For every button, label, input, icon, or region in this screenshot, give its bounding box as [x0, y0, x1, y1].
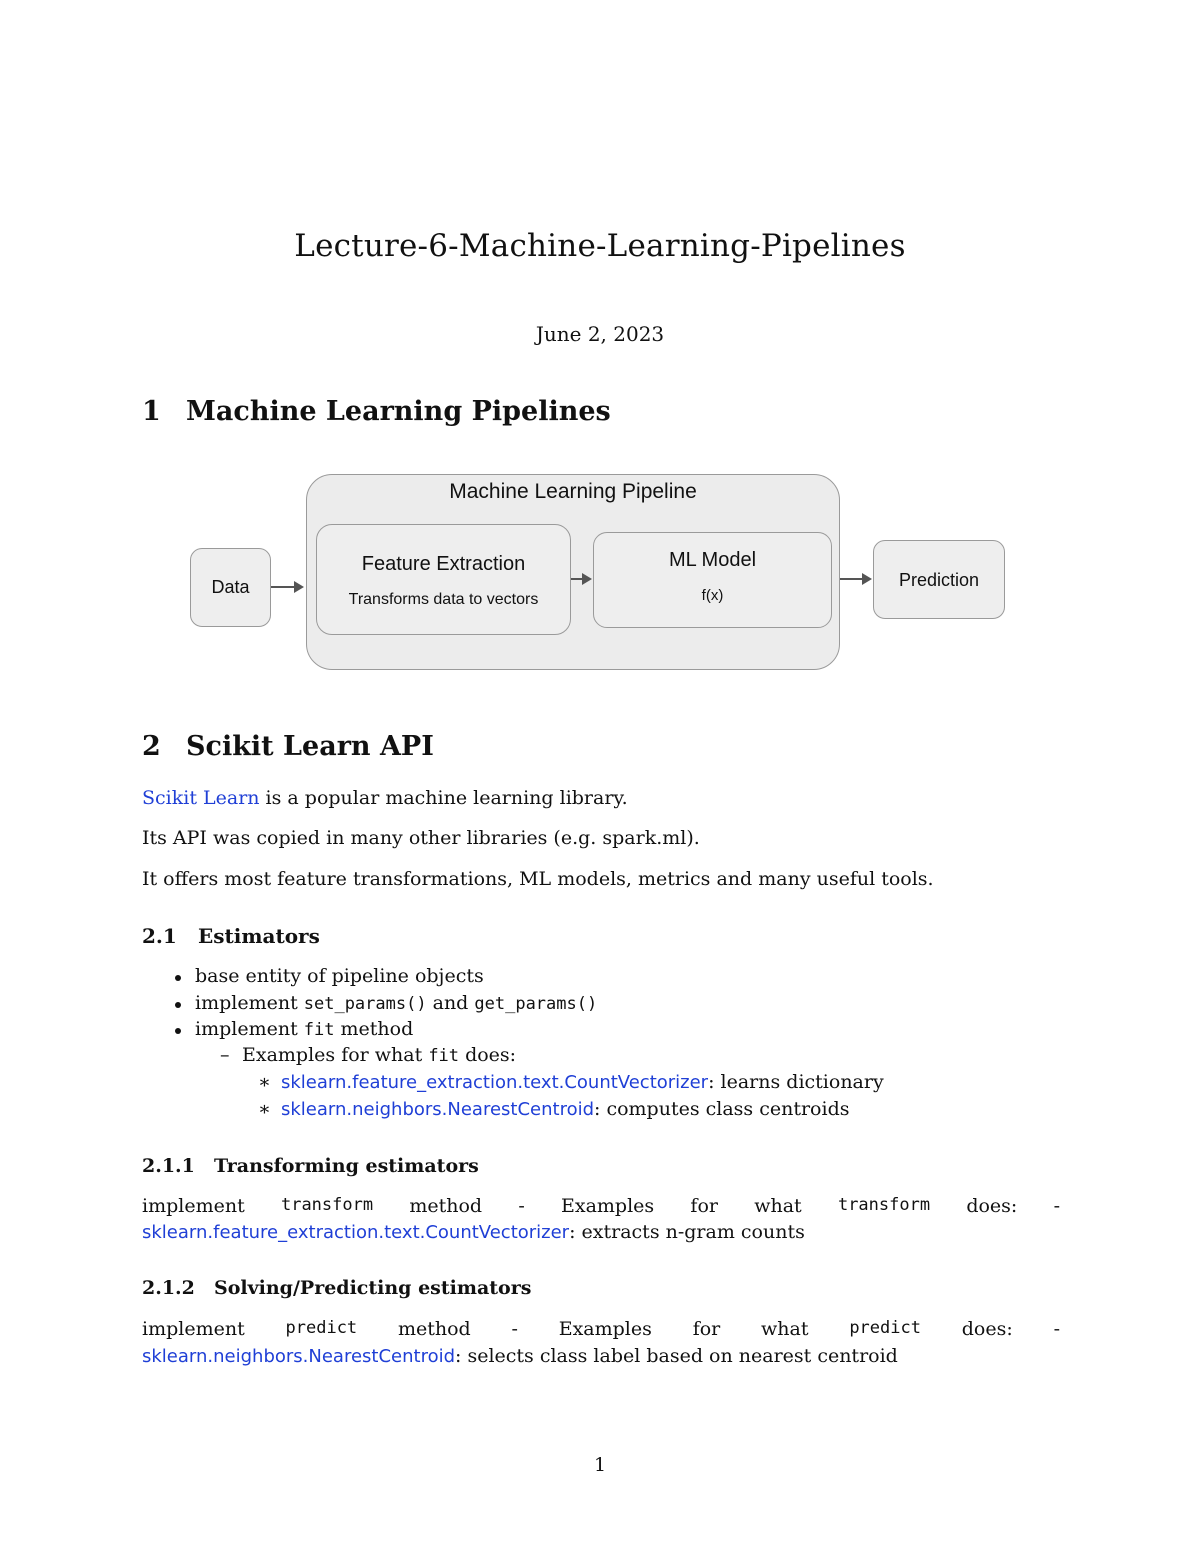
intro-text: is a popular machine learning library.	[259, 787, 628, 809]
bullet-icon	[175, 1028, 181, 1034]
tools-paragraph: It offers most feature transformations, ML models, metrics and many useful tools.	[142, 868, 934, 890]
word: -	[518, 1195, 525, 1217]
ml-model-node	[593, 532, 832, 628]
section-number: 2.1	[142, 924, 177, 948]
code-get-params: get_params()	[474, 994, 598, 1014]
section-2-1-2-heading	[142, 1277, 531, 1299]
data-node	[190, 548, 271, 627]
word: Examples	[558, 1318, 652, 1340]
sub-list-item	[220, 1044, 516, 1066]
page-number: 1	[593, 1454, 607, 1476]
document-date: June 2, 2023	[535, 322, 665, 346]
list-item-text: does:	[459, 1044, 517, 1066]
bullet-icon	[175, 975, 181, 981]
code-fit: fit	[303, 1020, 335, 1040]
word: what	[761, 1318, 809, 1340]
document-title: Lecture-6-Machine-Learning-Pipelines	[294, 228, 906, 264]
list-item-text: implement	[195, 992, 304, 1014]
list-item-text: implement	[195, 1018, 304, 1040]
section-number: 2.1.2	[142, 1277, 195, 1299]
section-number: 2	[142, 731, 161, 762]
word: does:	[961, 1318, 1013, 1340]
word: implement	[142, 1318, 245, 1340]
feature-extraction-node	[316, 524, 571, 635]
section-1-heading	[142, 396, 611, 427]
code-fit: fit	[428, 1046, 460, 1066]
list-item-text: : learns dictionary	[708, 1071, 884, 1093]
section-title: Transforming estimators	[214, 1155, 479, 1177]
nearest-centroid-link[interactable]: sklearn.neighbors.NearestCentroid	[281, 1099, 595, 1120]
code-set-params: set_params()	[303, 994, 427, 1014]
star-bullet: ∗	[258, 1098, 271, 1120]
code-transform: transform	[837, 1195, 931, 1215]
code-transform: transform	[280, 1195, 374, 1215]
section-2-heading	[142, 731, 434, 762]
prediction-node-label: Prediction	[898, 570, 980, 590]
count-vectorizer-link[interactable]: sklearn.feature_extraction.text.CountVectorizer	[142, 1222, 570, 1243]
ml-model-title: ML Model	[668, 549, 757, 571]
data-node-label: Data	[211, 577, 250, 597]
paragraph-text: : extracts n-gram counts	[569, 1221, 805, 1243]
paragraph-text: : selects class label based on nearest centroid	[455, 1345, 898, 1367]
nearest-centroid-link[interactable]: sklearn.neighbors.NearestCentroid	[142, 1346, 456, 1367]
list-item	[195, 1018, 413, 1040]
arrow-head-icon	[582, 573, 592, 585]
list-item-text: Examples for what	[242, 1044, 429, 1066]
section-title: Solving/Predicting estimators	[214, 1277, 532, 1299]
word: method	[409, 1195, 483, 1217]
list-item-text: method	[334, 1018, 414, 1040]
feature-extraction-subtitle: Transforms data to vectors	[348, 591, 539, 608]
code-predict: predict	[849, 1318, 921, 1338]
word: -	[1053, 1318, 1060, 1340]
word: -	[511, 1318, 518, 1340]
word: does:	[966, 1195, 1018, 1217]
arrow-head-icon	[294, 581, 304, 593]
pipeline-title: Machine Learning Pipeline	[449, 480, 697, 503]
section-number: 2.1.1	[142, 1155, 195, 1177]
word: for	[690, 1195, 718, 1217]
arrow-head-icon	[862, 573, 872, 585]
count-vectorizer-link[interactable]: sklearn.feature_extraction.text.CountVectorizer	[281, 1072, 709, 1093]
section-2-1-1-heading	[142, 1155, 479, 1177]
list-item	[195, 992, 597, 1014]
word: what	[754, 1195, 802, 1217]
code-predict: predict	[285, 1318, 358, 1338]
word: method	[397, 1318, 471, 1340]
feature-extraction-title: Feature Extraction	[361, 553, 526, 575]
prediction-node	[873, 540, 1005, 619]
transform-paragraph-line-2	[142, 1221, 805, 1243]
scikit-learn-link[interactable]: Scikit Learn	[142, 787, 260, 809]
section-2-1-heading	[142, 924, 320, 948]
section-number: 1	[142, 396, 161, 427]
list-item-text: and	[426, 992, 475, 1014]
section-title: Estimators	[198, 924, 320, 948]
word: Examples	[561, 1195, 655, 1217]
arrow-pipeline-to-prediction	[840, 578, 863, 580]
api-paragraph: Its API was copied in many other libraries (e.g. spark.ml).	[142, 827, 700, 849]
predict-paragraph-line-1	[142, 1318, 1060, 1340]
bullet-icon	[175, 1002, 181, 1008]
list-item: base entity of pipeline objects	[195, 965, 484, 987]
predict-paragraph-line-2	[142, 1345, 898, 1367]
intro-paragraph	[142, 787, 628, 809]
ml-model-subtitle: f(x)	[701, 587, 724, 604]
list-item-text: : computes class centroids	[594, 1098, 850, 1120]
transform-paragraph-line-1	[142, 1195, 1060, 1217]
arrow-data-to-feature	[271, 586, 295, 588]
sub-sub-list-item	[258, 1071, 884, 1093]
dash-bullet: –	[220, 1044, 230, 1066]
star-bullet: ∗	[258, 1071, 271, 1093]
section-title: Scikit Learn API	[186, 731, 434, 762]
section-title: Machine Learning Pipelines	[186, 396, 611, 427]
word: for	[692, 1318, 721, 1340]
word: -	[1053, 1195, 1060, 1217]
sub-sub-list-item	[258, 1098, 849, 1120]
word: implement	[142, 1195, 245, 1217]
